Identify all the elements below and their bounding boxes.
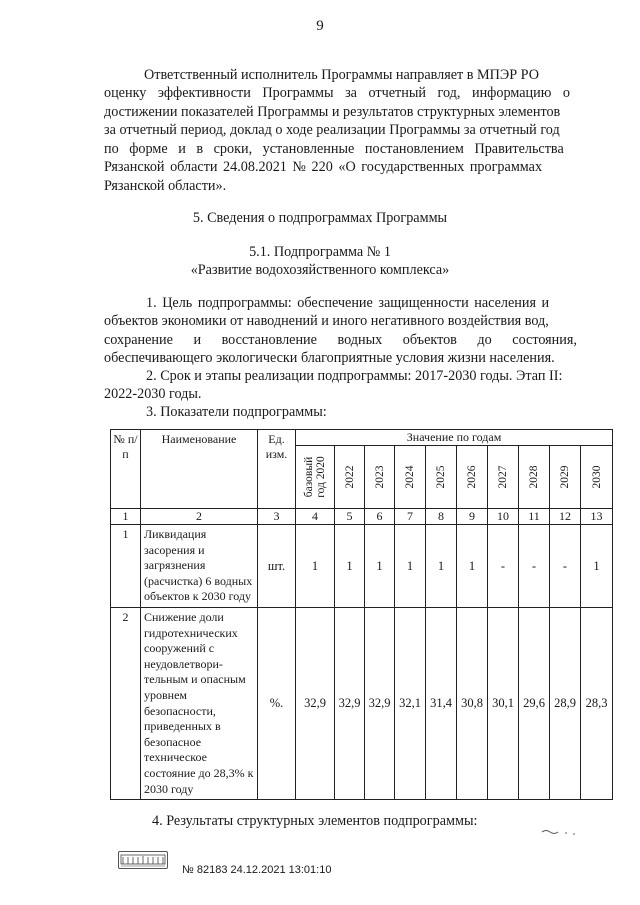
row-name: Ликвидация засорения и загрязнения (расчистка) 6 водных объектов к 2030 году: [141, 525, 258, 608]
table-row: [111, 608, 613, 800]
row-value: 1: [581, 525, 613, 608]
year-header: 2027: [488, 446, 519, 509]
row-value: 32,9: [365, 608, 395, 800]
text-line: достижении показателей Программы и результатов структурных элементов: [104, 104, 561, 120]
year-header: 2025: [426, 446, 457, 509]
col-number: 10: [488, 509, 519, 525]
col-header-no: № п/п: [111, 430, 141, 509]
indicators-table: [110, 429, 613, 800]
year-header: 2030: [581, 446, 613, 509]
row-value: 32,9: [296, 608, 335, 800]
col-number: 5: [335, 509, 365, 525]
col-number: 12: [550, 509, 581, 525]
col-number: 13: [581, 509, 613, 525]
subsection-name: «Развитие водохозяйственного комплекса»: [190, 262, 450, 278]
col-header-unit: Ед. изм.: [258, 430, 296, 509]
row-value: -: [519, 525, 550, 608]
row-value: 28,9: [550, 608, 581, 800]
row-value: 32,9: [335, 608, 365, 800]
text-line: 2022-2030 годы.: [104, 386, 202, 402]
year-header: 2026: [457, 446, 488, 509]
text-line: 1. Цель подпрограммы: обеспечение защищенности населения и: [146, 295, 550, 311]
row-value: 1: [426, 525, 457, 608]
row-value: 30,8: [457, 608, 488, 800]
text-line: Ответственный исполнитель Программы направляет в МПЭР РО: [144, 67, 539, 83]
row-value: 31,4: [426, 608, 457, 800]
stamp-seal-icon: [119, 852, 167, 868]
col-number: 9: [457, 509, 488, 525]
col-number: 1: [111, 509, 141, 525]
row-value: -: [550, 525, 581, 608]
row-unit: шт.: [258, 525, 296, 608]
row-value: -: [488, 525, 519, 608]
table-row: [111, 525, 613, 608]
row-value: 1: [296, 525, 335, 608]
text-line: 2. Срок и этапы реализации подпрограммы: 2017-2030 годы. Этап II:: [146, 368, 563, 384]
section-title: 5. Сведения о подпрограммах Программы: [192, 210, 448, 226]
col-number: 11: [519, 509, 550, 525]
year-header: 2022: [335, 446, 365, 509]
col-number: 2: [141, 509, 258, 525]
row-unit: %.: [258, 608, 296, 800]
text-line: за отчетный период, доклад о ходе реализации Программы за отчетный год: [104, 122, 560, 138]
row-value: 32,1: [395, 608, 426, 800]
row-value: 1: [395, 525, 426, 608]
text-line: обеспечивающего экологически благоприятные условия жизни населения.: [104, 350, 555, 366]
row-value: 1: [457, 525, 488, 608]
doc-number: № 82183: [182, 864, 228, 876]
year-header: 2028: [519, 446, 550, 509]
year-header: 2029: [550, 446, 581, 509]
signature-info: [182, 864, 331, 876]
row-number: 2: [111, 608, 141, 800]
text-line: Рязанской области 24.08.2021 № 220 «О государственных программах: [104, 159, 543, 175]
row-value: 28,3: [581, 608, 613, 800]
row-value: 1: [365, 525, 395, 608]
page-number: 9: [316, 18, 324, 34]
year-header: 2024: [395, 446, 426, 509]
text-line: Рязанской области».: [104, 178, 227, 194]
results-title: 4. Результаты структурных элементов подпрограммы:: [152, 813, 478, 829]
row-number: 1: [111, 525, 141, 608]
pen-mark-icon: [540, 827, 580, 837]
col-number: 6: [365, 509, 395, 525]
text-line: по форме и в сроки, установленные постановлением Правительства: [104, 141, 564, 157]
datetime: 24.12.2021 13:01:10: [230, 864, 332, 876]
indicators-title: 3. Показатели подпрограммы:: [146, 404, 327, 420]
row-name: Снижение доли гидротехнических сооружений с неудовлетвори-тельным и опасным уровнем безопасности, приведенных в безопасное техническое состояние до 28,3% к 2030 году: [141, 608, 258, 800]
text-line: объектов экономики от наводнений и иного негативного воздействия вод,: [104, 313, 549, 329]
text-line: оценку эффективности Программы за отчетный год, информацию о: [104, 85, 570, 101]
col-number: 7: [395, 509, 426, 525]
col-header-values: Значение по годам: [296, 430, 613, 446]
col-header-name: Наименование: [141, 430, 258, 509]
text-line: сохранение и восстановление водных объектов до состояния,: [104, 332, 577, 348]
year-header: базовый год 2020: [296, 446, 335, 509]
col-number: 8: [426, 509, 457, 525]
year-header: 2023: [365, 446, 395, 509]
row-value: 29,6: [519, 608, 550, 800]
col-number: 3: [258, 509, 296, 525]
row-value: 30,1: [488, 608, 519, 800]
row-value: 1: [335, 525, 365, 608]
col-number: 4: [296, 509, 335, 525]
signature-stamp: [118, 851, 168, 869]
subsection-title: 5.1. Подпрограмма № 1: [249, 244, 391, 260]
